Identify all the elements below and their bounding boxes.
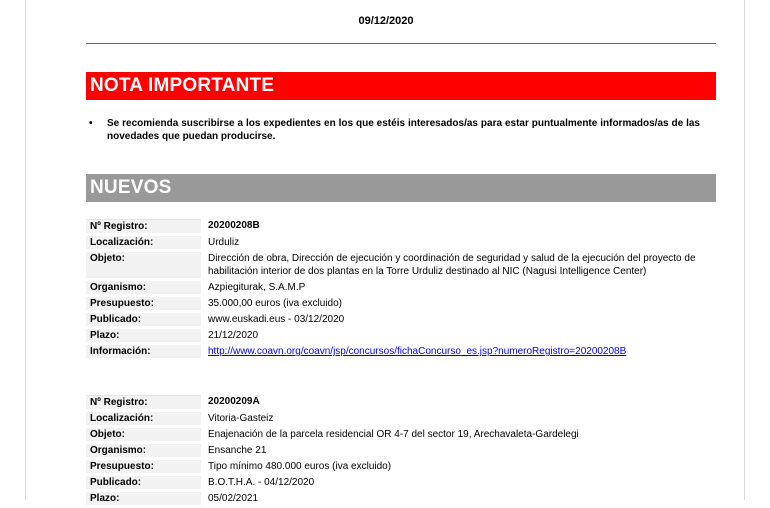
nota-paragraph: Se recomienda suscribirse a los expedientes en los que estéis interesados/as para estar puntualmente informados/as de las novedades que puedan producirse. <box>107 118 700 142</box>
bullet-icon: • <box>89 118 93 129</box>
objeto-value: Dirección de obra, Dirección de ejecución y coordinación de seguridad y salud de la ejecución del proyecto de habilitación interior de dos plantas en la Torre Urduliz destinado al NIC (Nagusi Intelligence Center) <box>208 253 696 277</box>
concurso-entry <box>86 219 716 361</box>
row-registro <box>86 395 716 409</box>
row-localizacion <box>86 412 716 425</box>
registro-label: Nº Registro: <box>86 219 201 233</box>
presupuesto-value: Tipo mínimo 480.000 euros (iva excluido) <box>208 461 392 472</box>
localizacion-value: Vitoria-Gasteiz <box>208 413 274 424</box>
localizacion-label: Localización: <box>86 412 201 425</box>
localizacion-label: Localización: <box>86 236 201 249</box>
row-plazo <box>86 492 716 505</box>
row-publicado <box>86 476 716 489</box>
presupuesto-label: Presupuesto: <box>86 460 201 473</box>
publicado-value: www.euskadi.eus - 03/12/2020 <box>208 314 345 325</box>
presupuesto-value: 35.000,00 euros (iva excluido) <box>208 298 342 309</box>
row-localizacion <box>86 236 716 249</box>
localizacion-value: Urduliz <box>208 237 240 248</box>
header-divider <box>86 43 716 44</box>
nota-importante-banner: NOTA IMPORTANTE <box>86 72 716 100</box>
registro-label: Nº Registro: <box>86 395 201 409</box>
objeto-value: Enajenación de la parcela residencial OR 4-7 del sector 19, Arechavaleta-Gardelegi <box>208 429 579 440</box>
informacion-link[interactable]: http://www.coavn.org/coavn/jsp/concursos/fichaConcurso_es.jsp?numeroRegistro=20200208B <box>208 346 627 357</box>
registro-value: 20200208B <box>208 220 260 231</box>
bulletin-date: 09/12/2020 <box>358 15 414 27</box>
row-objeto <box>86 252 716 278</box>
nota-importante-text <box>89 117 700 143</box>
nuevos-banner: NUEVOS <box>86 174 716 202</box>
row-organismo <box>86 281 716 294</box>
organismo-value: Azpiegiturak, S.A.M.P <box>208 282 306 293</box>
document-page <box>25 0 745 504</box>
row-publicado <box>86 313 716 326</box>
presupuesto-label: Presupuesto: <box>86 297 201 310</box>
row-presupuesto <box>86 297 716 310</box>
row-registro <box>86 219 716 233</box>
row-plazo <box>86 329 716 342</box>
row-presupuesto <box>86 460 716 473</box>
organismo-label: Organismo: <box>86 281 201 294</box>
plazo-label: Plazo: <box>86 492 201 505</box>
publicado-label: Publicado: <box>86 476 201 489</box>
row-organismo <box>86 444 716 457</box>
registro-value: 20200209A <box>208 396 260 407</box>
row-objeto <box>86 428 716 441</box>
informacion-label: Información: <box>86 345 201 358</box>
row-informacion <box>86 345 716 358</box>
plazo-value: 05/02/2021 <box>208 493 259 504</box>
concurso-entry <box>86 395 716 508</box>
objeto-label: Objeto: <box>86 428 201 441</box>
publicado-value: B.O.T.H.A. - 04/12/2020 <box>208 477 315 488</box>
plazo-value: 21/12/2020 <box>208 330 259 341</box>
organismo-label: Organismo: <box>86 444 201 457</box>
objeto-label: Objeto: <box>86 252 201 278</box>
organismo-value: Ensanche 21 <box>208 445 267 456</box>
publicado-label: Publicado: <box>86 313 201 326</box>
plazo-label: Plazo: <box>86 329 201 342</box>
